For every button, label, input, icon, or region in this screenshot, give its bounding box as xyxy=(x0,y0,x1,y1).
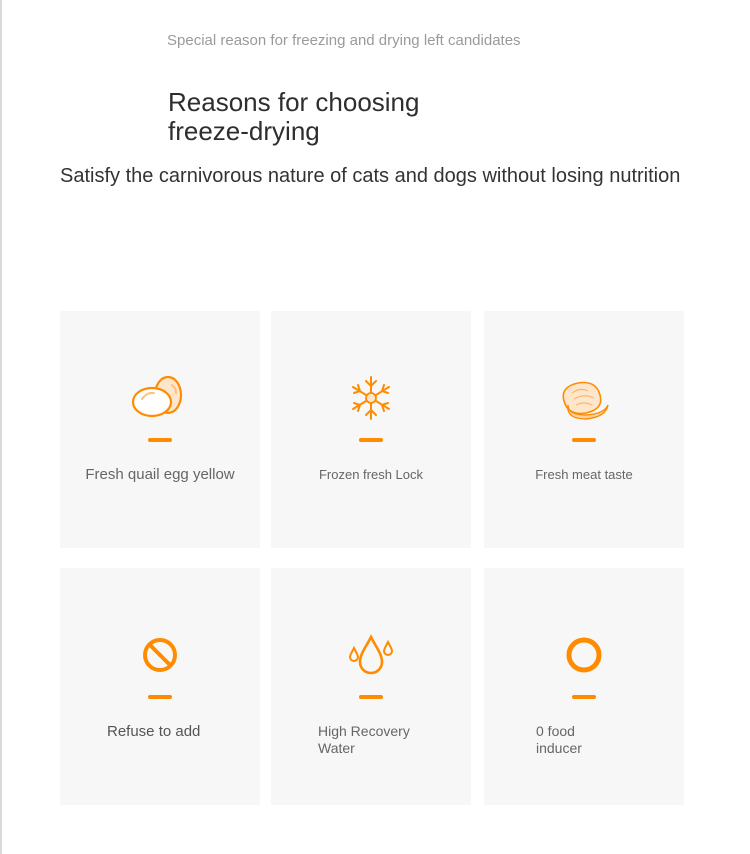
water-drops-icon xyxy=(339,630,403,680)
feature-label: Fresh quail egg yellow xyxy=(85,466,235,483)
feature-label: Frozen fresh Lock xyxy=(318,467,424,482)
snowflake-icon xyxy=(339,373,403,423)
feature-card-zero-inducer xyxy=(484,568,684,805)
feature-label: 0 food inducer xyxy=(536,723,582,756)
egg-icon xyxy=(128,373,192,423)
ring-icon xyxy=(552,630,616,680)
no-sign-icon xyxy=(128,630,192,680)
accent-dash xyxy=(572,695,596,699)
feature-card-frozen xyxy=(271,311,471,548)
feature-label: Refuse to add xyxy=(107,723,201,740)
section-subtitle: Special reason for freezing and drying left candidates xyxy=(167,32,521,49)
feature-label: High Recovery Water xyxy=(318,723,410,756)
feature-card-water xyxy=(271,568,471,805)
tagline: Satisfy the carnivorous nature of cats and dogs without losing nutrition xyxy=(60,165,681,187)
feature-card-egg xyxy=(60,311,260,548)
accent-dash xyxy=(359,695,383,699)
feature-label: Fresh meat taste xyxy=(535,467,633,482)
meat-icon xyxy=(552,373,616,423)
accent-dash xyxy=(148,695,172,699)
feature-card-no-additives xyxy=(60,568,260,805)
accent-dash xyxy=(572,438,596,442)
page-title: Reasons for choosing freeze-drying xyxy=(168,87,420,146)
accent-dash xyxy=(359,438,383,442)
feature-card-meat xyxy=(484,311,684,548)
left-border xyxy=(0,0,2,854)
accent-dash xyxy=(148,438,172,442)
